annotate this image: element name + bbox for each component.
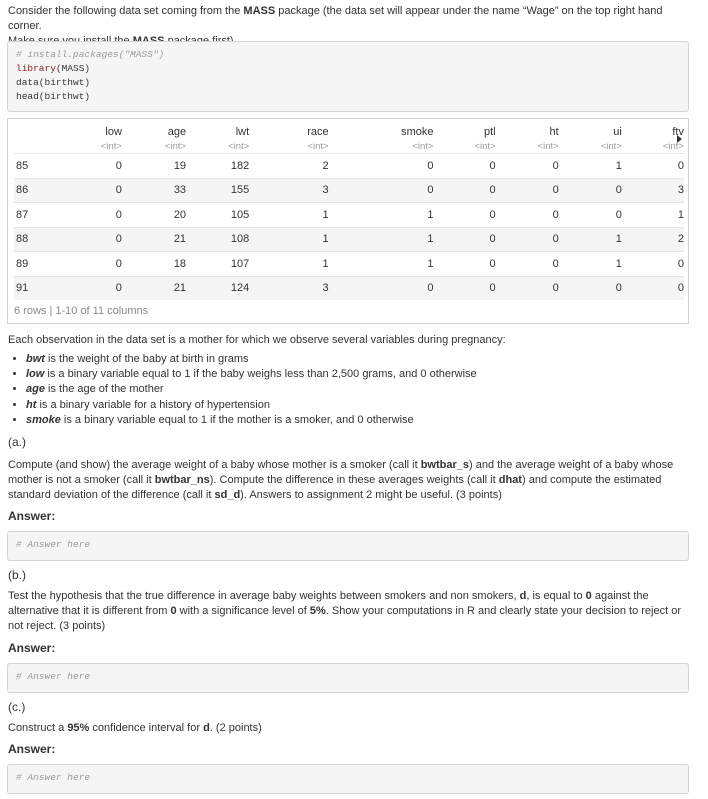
- table-cell: 0: [496, 227, 559, 252]
- part-a-answer-label: Answer:: [8, 509, 56, 523]
- variable-name: ht: [26, 398, 37, 411]
- table-cell: 18: [122, 252, 186, 277]
- row-index: 87: [14, 203, 55, 228]
- variable-list-item: [26, 352, 477, 367]
- variable-list-item: [26, 398, 477, 413]
- data-table: [14, 123, 684, 300]
- code-line-head: head(birthwt): [16, 91, 91, 102]
- table-cell: 0: [55, 252, 122, 277]
- row-index: 85: [14, 154, 55, 179]
- table-cell: 3: [249, 276, 328, 300]
- table-row: [14, 178, 684, 203]
- table-cell: 21: [122, 227, 186, 252]
- table-cell: 1: [249, 252, 328, 277]
- table-cell: 0: [496, 252, 559, 277]
- table-cell: 0: [55, 276, 122, 300]
- data-table-output: [7, 118, 689, 324]
- table-cell: 0: [433, 154, 495, 179]
- column-header[interactable]: age <int>: [164, 126, 187, 152]
- table-cell: 0: [433, 252, 495, 277]
- variable-list-item: [26, 413, 477, 428]
- intro-text: Consider the following data set coming from the MASS package (the data set will appear under the name “Wage” on the top right hand corner.: [8, 5, 663, 32]
- code-line-data: data(birthwt): [16, 77, 91, 88]
- table-cell: 1: [329, 203, 434, 228]
- variable-description: is a binary variable for a history of hypertension: [36, 398, 270, 411]
- code-comment: # install.packages("MASS"): [16, 49, 165, 60]
- table-cell: 1: [329, 227, 434, 252]
- table-cell: 2: [249, 154, 328, 179]
- column-header[interactable]: ui <int>: [600, 126, 622, 152]
- column-header[interactable]: smoke <int>: [401, 126, 434, 152]
- variable-name: low: [26, 368, 45, 381]
- part-c-answer-label: Answer:: [8, 742, 56, 756]
- table-cell: 0: [433, 178, 495, 203]
- variable-list-item: [26, 367, 477, 382]
- variable-list-item: [26, 382, 477, 397]
- part-b-answer-chunk[interactable]: [7, 663, 689, 693]
- variable-name: smoke: [26, 413, 61, 426]
- table-cell: 0: [622, 154, 684, 179]
- table-cell: 0: [559, 178, 622, 203]
- part-a-answer-chunk[interactable]: [7, 531, 689, 561]
- table-cell: 0: [496, 276, 559, 300]
- table-cell: 0: [55, 178, 122, 203]
- table-cell: 108: [186, 227, 249, 252]
- table-cell: 1: [622, 203, 684, 228]
- table-row: [14, 276, 684, 300]
- table-cell: 1: [559, 227, 622, 252]
- column-header[interactable]: ht <int>: [537, 126, 559, 152]
- answer-placeholder: # Answer here: [16, 671, 91, 682]
- table-cell: 1: [249, 203, 328, 228]
- code-args: (MASS): [55, 63, 91, 74]
- code-keyword: library: [16, 63, 56, 74]
- table-cell: 0: [55, 203, 122, 228]
- table-cell: 0: [55, 227, 122, 252]
- table-cell: 0: [622, 252, 684, 277]
- column-header[interactable]: ptl <int>: [474, 126, 496, 152]
- variable-name: age: [26, 383, 45, 396]
- part-a-question: Compute (and show) the average weight of a baby whose mother is a smoker (call it bwtbar_s) and the average weight of a baby whose mother is not a smoker (call it bwtbar_ns). Compute the difference in these averages weights (call it dhat) and compute the estimated standard deviation of the difference (call it sd_d). Answers to assignment 2 might be useful. (3 points): [8, 459, 674, 501]
- table-pagination-info: 6 rows | 1-10 of 11 columns: [14, 305, 149, 317]
- part-c-question: Construct a 95% confidence interval for d. (2 points): [8, 722, 262, 734]
- table-cell: 0: [559, 276, 622, 300]
- table-cell: 155: [186, 178, 249, 203]
- column-header[interactable]: low <int>: [100, 126, 122, 152]
- table-cell: 21: [122, 276, 186, 300]
- table-cell: 0: [329, 178, 434, 203]
- table-cell: 3: [622, 178, 684, 203]
- table-cell: 0: [55, 154, 122, 179]
- table-cell: 1: [249, 227, 328, 252]
- index-header: [14, 123, 55, 154]
- table-cell: 0: [329, 276, 434, 300]
- table-row: [14, 203, 684, 228]
- table-cell: 0: [329, 154, 434, 179]
- answer-placeholder: # Answer here: [16, 772, 91, 783]
- row-index: 89: [14, 252, 55, 277]
- table-row: [14, 154, 684, 179]
- part-a-label: (a.): [8, 435, 26, 449]
- part-c-label: (c.): [8, 700, 26, 714]
- part-b-question: Test the hypothesis that the true difference in average baby weights between smokers and non smokers, d, is equal to 0 against the alternative that it is different from 0 with a significance level of 5%. Show your computations in R and clearly state your decision to reject or not reject. (3 points): [8, 590, 681, 632]
- table-cell: 124: [186, 276, 249, 300]
- table-cell: 0: [622, 276, 684, 300]
- table-cell: 0: [433, 276, 495, 300]
- column-header[interactable]: ftv <int>: [662, 126, 684, 152]
- table-row: [14, 252, 684, 277]
- row-index: 88: [14, 227, 55, 252]
- table-cell: 182: [186, 154, 249, 179]
- table-cell: 2: [622, 227, 684, 252]
- table-cell: 0: [496, 154, 559, 179]
- variable-list: [8, 352, 477, 428]
- table-cell: 20: [122, 203, 186, 228]
- table-cell: 0: [496, 203, 559, 228]
- variable-name: bwt: [26, 353, 45, 365]
- table-cell: 33: [122, 178, 186, 203]
- table-cell: 0: [433, 227, 495, 252]
- table-cell: 19: [122, 154, 186, 179]
- observation-text: Each observation in the data set is a mother for which we observe several variables during pregnancy:: [8, 334, 506, 346]
- code-chunk-setup[interactable]: [7, 41, 689, 112]
- next-columns-arrow-icon[interactable]: [677, 135, 682, 143]
- table-header-row: [14, 123, 684, 154]
- table-cell: 1: [559, 154, 622, 179]
- table-cell: 3: [249, 178, 328, 203]
- table-cell: 1: [559, 252, 622, 277]
- table-row: [14, 227, 684, 252]
- variable-description: is a binary variable equal to 1 if the baby weighs less than 2,500 grams, and 0 otherwise: [44, 368, 477, 381]
- table-cell: 0: [559, 203, 622, 228]
- variable-description: is a binary variable equal to 1 if the mother is a smoker, and 0 otherwise: [60, 413, 414, 426]
- part-b-label: (b.): [8, 568, 26, 582]
- table-cell: 0: [496, 178, 559, 203]
- table-cell: 0: [433, 203, 495, 228]
- part-b-answer-label: Answer:: [8, 641, 56, 655]
- row-index: 86: [14, 178, 55, 203]
- answer-placeholder: # Answer here: [16, 539, 91, 550]
- variable-description: is the weight of the baby at birth in grams: [44, 353, 249, 365]
- column-header[interactable]: lwt <int>: [228, 126, 250, 152]
- row-index: 91: [14, 276, 55, 300]
- part-c-answer-chunk[interactable]: [7, 764, 689, 794]
- column-header[interactable]: race <int>: [307, 126, 329, 152]
- table-cell: 1: [329, 252, 434, 277]
- table-cell: 107: [186, 252, 249, 277]
- variable-description: is the age of the mother: [44, 383, 164, 396]
- table-cell: 105: [186, 203, 249, 228]
